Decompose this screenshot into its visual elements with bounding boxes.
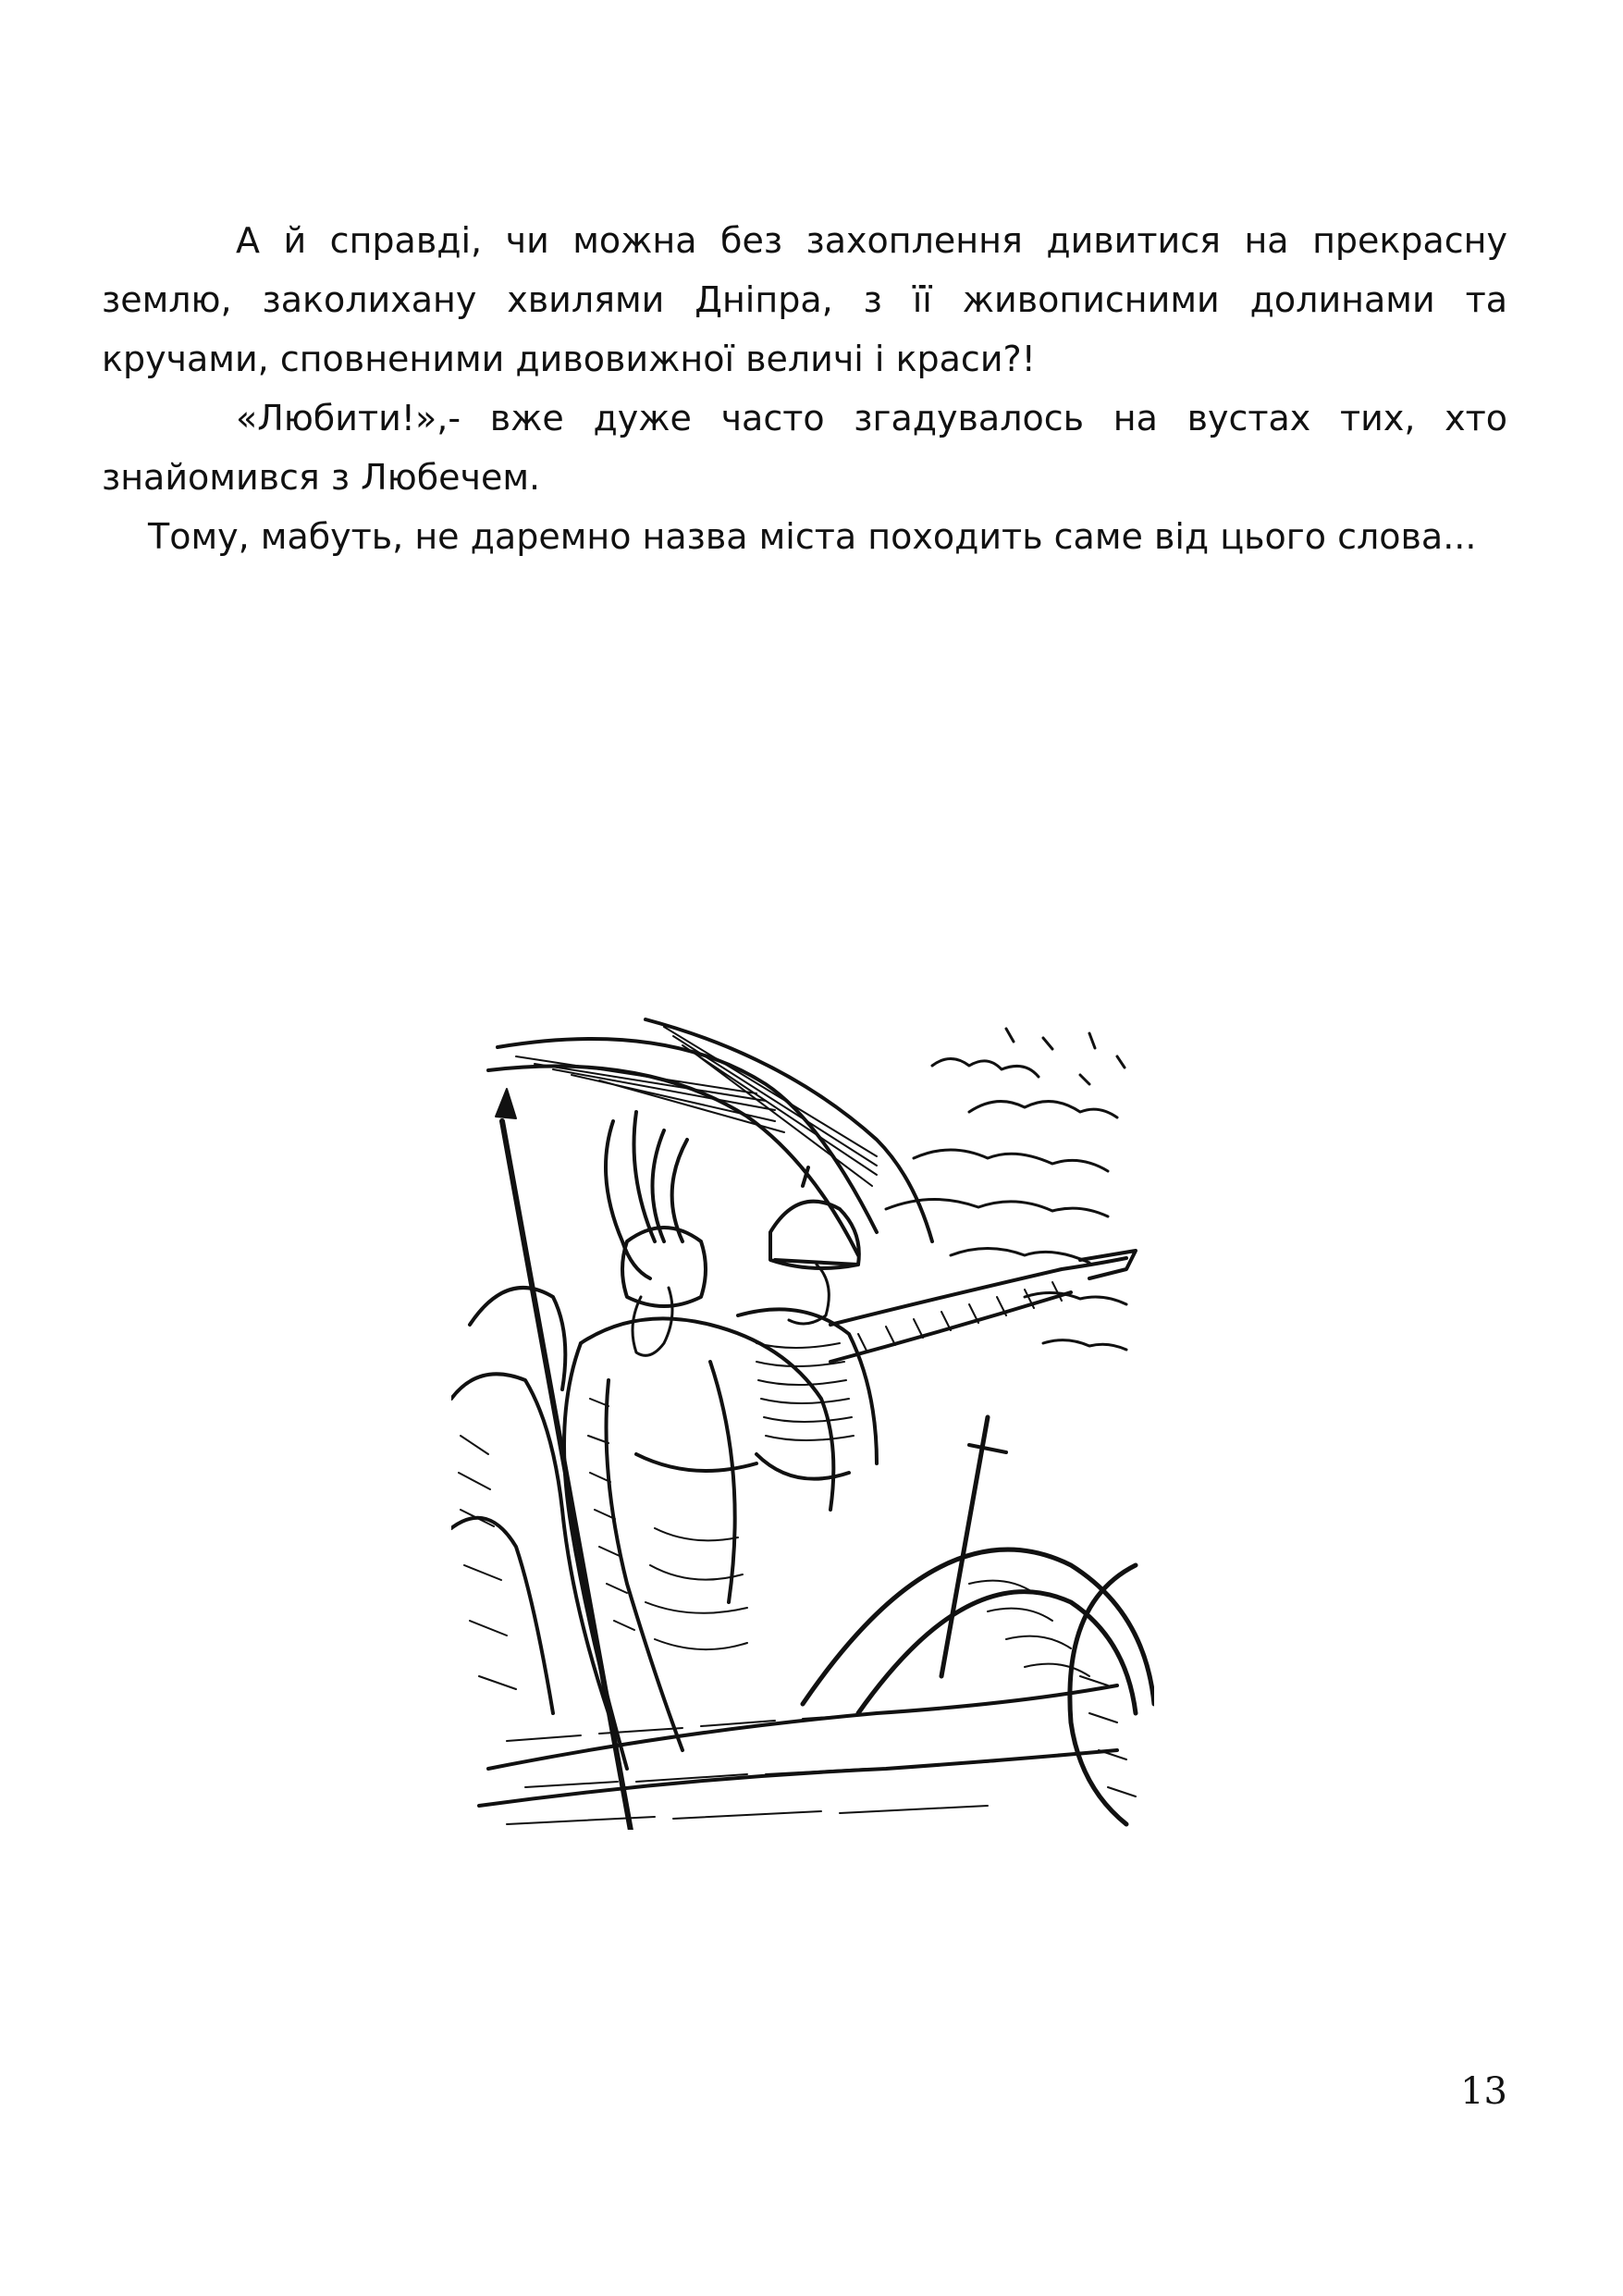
paragraph-2: «Любити!»,- вже дуже часто згадувалось на вустах тих, хто знайомився з Любечем.: [102, 398, 1507, 498]
paragraph-3: Тому, мабуть, не даремно назва міста походить саме від цього слова...: [148, 516, 1477, 557]
page-number: 13: [1460, 2070, 1507, 2113]
text-block: [102, 211, 1507, 566]
paragraph-1: А й справді, чи можна без захоплення дивитися на прекрасну землю, заколихану хвилями Дніпра, з її живописними долинами та кручами, сповненими дивовижної величі і краси?!: [102, 220, 1507, 379]
warriors-illustration: [451, 1010, 1154, 1830]
